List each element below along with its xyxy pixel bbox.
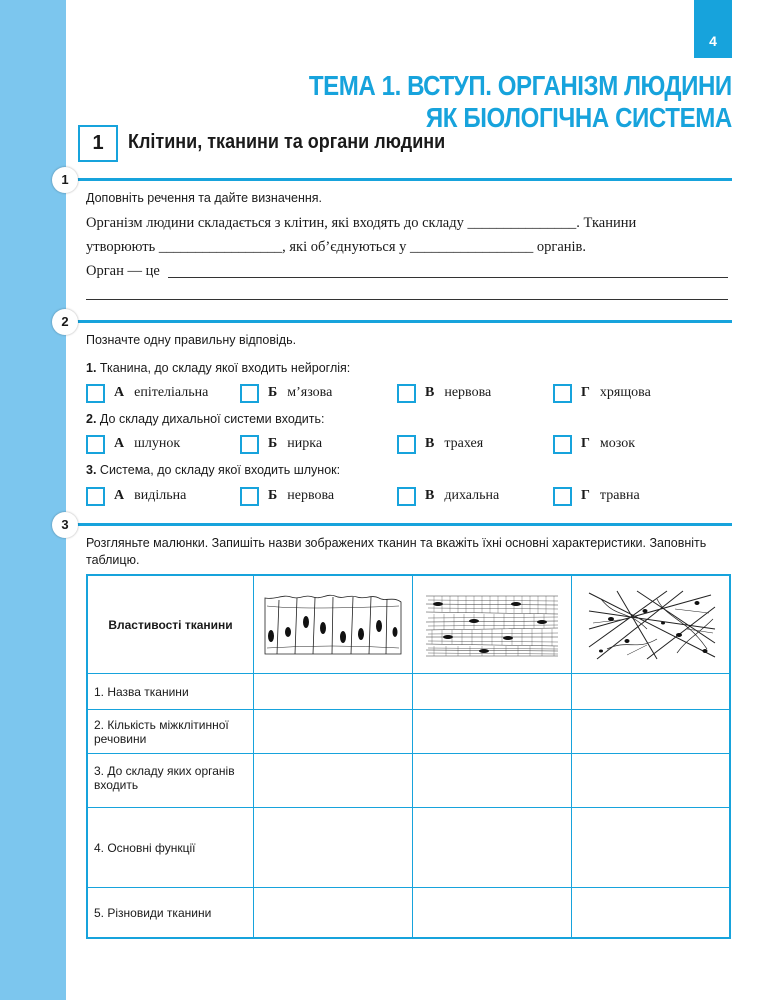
- option-text: травна: [599, 488, 640, 503]
- question-text: Тканина, до складу якої входить нейроглія:: [99, 361, 351, 375]
- answer-cell[interactable]: [413, 710, 572, 754]
- task-1-sentence-line-1: Організм людини складається з клітин, які входять до складу _______________. Тканини: [86, 215, 637, 231]
- option-text: м’язова: [287, 385, 333, 400]
- option-text: епітеліальна: [134, 385, 209, 400]
- option-letter: В: [425, 436, 435, 451]
- option-text: нирка: [287, 436, 323, 451]
- option-1-c[interactable]: [397, 383, 491, 403]
- epithelial-tissue-illustration: [261, 592, 405, 658]
- option-letter: Г: [581, 385, 590, 400]
- left-margin-band: [0, 0, 66, 1000]
- epithelial-tissue-image-cell: [254, 576, 413, 674]
- question-text: Система, до складу якої входить шлунок:: [99, 463, 341, 477]
- question-2: [86, 412, 325, 426]
- option-3-a[interactable]: [86, 486, 186, 506]
- question-3: [86, 463, 340, 477]
- option-letter: А: [114, 436, 125, 451]
- muscle-tissue-illustration: [424, 592, 560, 658]
- answer-cell[interactable]: [413, 754, 572, 808]
- task-2-number: 2: [52, 309, 78, 335]
- task-1-sentence-line-3: Орган — це: [86, 263, 160, 279]
- row-label-organs: [88, 754, 254, 808]
- task-1-number: 1: [52, 167, 78, 193]
- option-letter: А: [114, 488, 125, 503]
- option-1-d[interactable]: [553, 383, 651, 403]
- option-letter: В: [425, 488, 435, 503]
- task-1-extra-answer-line[interactable]: [86, 299, 728, 300]
- row-label-line-1: 2. Кількість міжклітинної: [94, 717, 229, 732]
- task-1-sentence-line-2: утворюють _________________, які об’єднуються у _________________ органів.: [86, 239, 587, 255]
- checkbox[interactable]: [397, 487, 416, 506]
- option-letter: Б: [268, 436, 278, 451]
- answer-cell[interactable]: [413, 888, 572, 937]
- task-3-rule: [66, 523, 732, 526]
- answer-cell[interactable]: [572, 674, 731, 710]
- checkbox[interactable]: [86, 384, 105, 403]
- option-3-c[interactable]: [397, 486, 499, 506]
- row-label-tissue-name: [88, 674, 254, 710]
- question-number: 1.: [86, 361, 97, 375]
- muscle-tissue-image-cell: [413, 576, 572, 674]
- task-1-instruction: Доповніть речення та дайте визначення.: [86, 191, 323, 205]
- checkbox[interactable]: [553, 435, 572, 454]
- option-2-d[interactable]: [553, 434, 635, 454]
- row-label-line-1: 5. Різновиди тканини: [94, 905, 212, 920]
- option-letter: Б: [268, 385, 278, 400]
- question-1: [86, 361, 350, 375]
- option-text: шлунок: [134, 436, 181, 451]
- row-label-varieties: [88, 888, 254, 937]
- answer-cell[interactable]: [254, 808, 413, 888]
- answer-cell[interactable]: [254, 888, 413, 937]
- task-3-number: 3: [52, 512, 78, 538]
- task-1-rule: [66, 178, 732, 181]
- answer-cell[interactable]: [254, 674, 413, 710]
- topic-title-line-2: ЯК БІОЛОГІЧНА СИСТЕМА: [426, 102, 732, 133]
- checkbox[interactable]: [240, 487, 259, 506]
- answer-cell[interactable]: [413, 808, 572, 888]
- row-label-line-1: 4. Основні функції: [94, 840, 196, 855]
- question-text: До складу дихальної системи входить:: [99, 412, 325, 426]
- task-1-definition-answer-line[interactable]: [168, 277, 728, 278]
- question-number: 2.: [86, 412, 97, 426]
- row-label-line-1: 1. Назва тканини: [94, 684, 189, 699]
- option-2-a[interactable]: [86, 434, 180, 454]
- topic-title-line-1: ТЕМА 1. ВСТУП. ОРГАНІЗМ ЛЮДИНИ: [309, 70, 732, 101]
- answer-cell[interactable]: [572, 808, 731, 888]
- option-letter: Г: [581, 488, 590, 503]
- option-text: трахея: [444, 436, 484, 451]
- task-3-instruction-line-1: Розгляньте малюнки. Запишіть назви зображених тканин та вкажіть їхні основні характеристики. Заповніть: [86, 536, 707, 550]
- checkbox[interactable]: [86, 487, 105, 506]
- checkbox[interactable]: [397, 435, 416, 454]
- option-text: видільна: [134, 488, 187, 503]
- option-letter: Б: [268, 488, 278, 503]
- task-2-instruction: Позначте одну правильну відповідь.: [86, 333, 297, 347]
- task-3-instruction-line-2: таблицю.: [86, 553, 140, 567]
- option-text: мозок: [599, 436, 636, 451]
- table-header-properties: Властивості тканини: [88, 576, 254, 674]
- option-letter: Г: [581, 436, 590, 451]
- option-text: дихальна: [444, 488, 500, 503]
- lesson-number: 1: [78, 125, 118, 162]
- option-1-a[interactable]: [86, 383, 208, 403]
- option-2-b[interactable]: [240, 434, 322, 454]
- connective-tissue-illustration: [587, 589, 717, 661]
- option-text: нервова: [287, 488, 335, 503]
- checkbox[interactable]: [553, 487, 572, 506]
- option-2-c[interactable]: [397, 434, 483, 454]
- option-3-d[interactable]: [553, 486, 640, 506]
- question-number: 3.: [86, 463, 97, 477]
- lesson-title: Клітини, тканини та органи людини: [128, 131, 446, 153]
- checkbox[interactable]: [553, 384, 572, 403]
- task-2-rule: [66, 320, 732, 323]
- connective-tissue-image-cell: [572, 576, 731, 674]
- answer-cell[interactable]: [572, 888, 731, 937]
- page-number: 4: [694, 0, 732, 58]
- answer-cell[interactable]: [413, 674, 572, 710]
- row-label-functions: [88, 808, 254, 888]
- option-letter: В: [425, 385, 435, 400]
- topic-title: [309, 70, 732, 134]
- checkbox[interactable]: [86, 435, 105, 454]
- row-label-line-2: входить: [94, 778, 139, 792]
- row-label-line-1: 3. До складу яких органів: [94, 764, 235, 778]
- option-1-b[interactable]: [240, 383, 332, 403]
- option-3-b[interactable]: [240, 486, 334, 506]
- answer-cell[interactable]: [254, 710, 413, 754]
- tissue-properties-table: [86, 574, 731, 939]
- row-label-line-2: речовини: [94, 731, 147, 746]
- checkbox[interactable]: [240, 384, 259, 403]
- option-text: хрящова: [599, 385, 651, 400]
- option-text: нервова: [444, 385, 492, 400]
- option-letter: А: [114, 385, 125, 400]
- checkbox[interactable]: [240, 435, 259, 454]
- answer-cell[interactable]: [572, 710, 731, 754]
- answer-cell[interactable]: [254, 754, 413, 808]
- answer-cell[interactable]: [572, 754, 731, 808]
- row-label-intercellular-substance: [88, 710, 254, 754]
- checkbox[interactable]: [397, 384, 416, 403]
